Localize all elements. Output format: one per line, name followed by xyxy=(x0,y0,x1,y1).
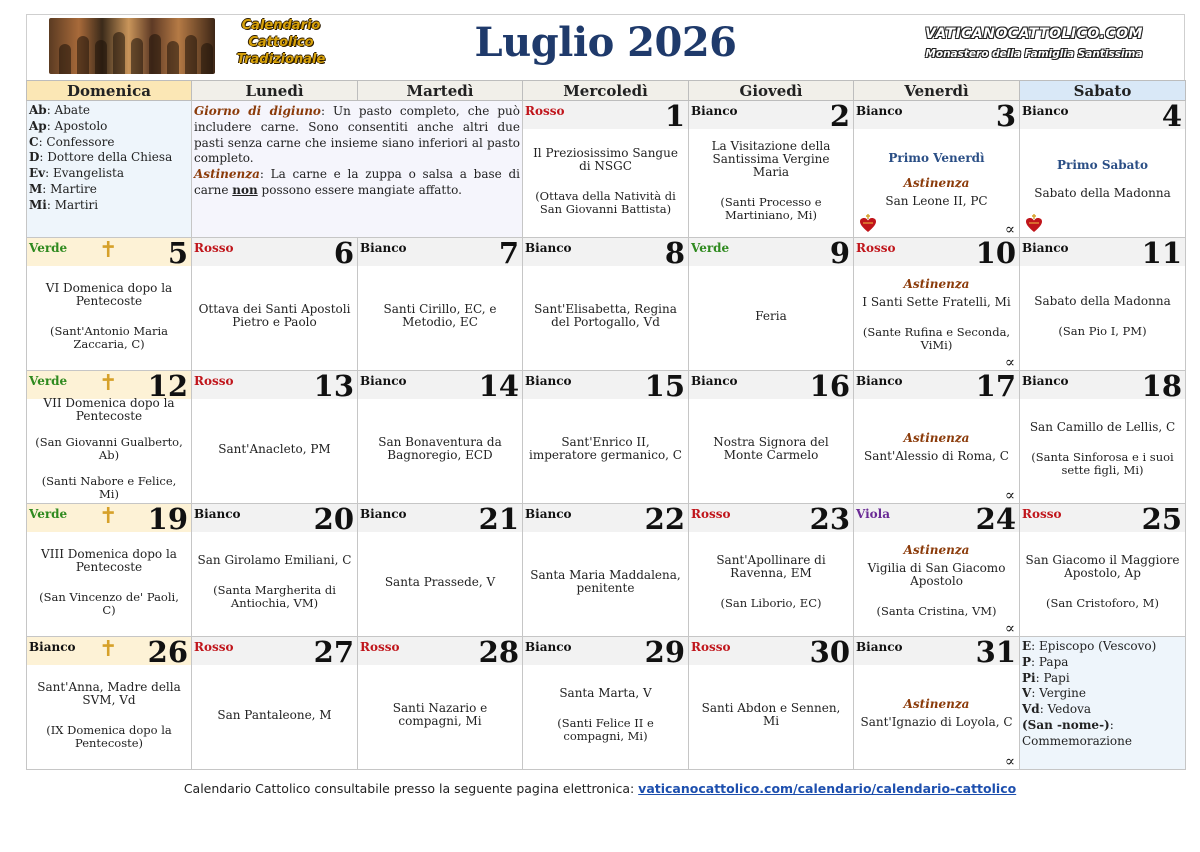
day-number: 12 xyxy=(147,369,188,403)
commemoration: (Santi Nabore e Felice, Mi) xyxy=(41,474,177,501)
calendar-grid xyxy=(26,80,1186,770)
day-cell xyxy=(1020,238,1186,371)
liturgical-color: Rosso xyxy=(194,241,234,255)
liturgical-color: Rosso xyxy=(691,507,731,521)
liturgical-color: Rosso xyxy=(1022,507,1062,521)
day-number: 6 xyxy=(333,236,354,270)
liturgical-color: Bianco xyxy=(525,507,572,521)
commemoration: (Santi Processo e Martiniano, Mi) xyxy=(720,195,822,222)
day-cell xyxy=(689,238,854,371)
liturgical-color: Bianco xyxy=(1022,104,1069,118)
day-number: 5 xyxy=(167,236,188,270)
day-cell xyxy=(689,371,854,504)
commemoration: (San Giovanni Gualberto, Ab) xyxy=(35,435,183,462)
feast-title: Il Preziosissimo Sangue di NSGC xyxy=(533,145,678,173)
day-number: 2 xyxy=(829,99,850,133)
weekday-header: Martedì xyxy=(358,81,523,101)
feast-title: Santa Marta, V xyxy=(559,686,652,700)
day-cell xyxy=(689,101,854,238)
liturgical-color: Verde xyxy=(29,507,68,521)
day-number: 11 xyxy=(1141,236,1182,270)
feast-title: Santa Prassede, V xyxy=(384,574,496,589)
day-cell xyxy=(523,637,689,770)
day-number: 9 xyxy=(829,236,850,270)
day-cell xyxy=(523,371,689,504)
day-cell xyxy=(1020,371,1186,504)
ichthys-fish-icon: ∝ xyxy=(1004,353,1015,371)
day-cell xyxy=(358,637,523,770)
liturgical-color: Verde xyxy=(29,374,68,388)
feast-title: Sant'Enrico II, imperatore germanico, C xyxy=(529,435,682,462)
commemoration: (San Pio I, PM) xyxy=(1058,323,1147,338)
commemoration: (San Vincenzo de' Paoli, C) xyxy=(39,589,179,617)
commemoration: (Ottava della Natività di San Giovanni Battista) xyxy=(535,188,676,216)
calendar-link[interactable]: vaticanocattolico.com/calendario/calendario-cattolico xyxy=(638,781,1017,796)
day-cell xyxy=(192,238,358,371)
feast-title: VI Domenica dopo la Pentecoste xyxy=(45,280,173,308)
page-title: Luglio 2026 xyxy=(474,19,737,66)
liturgical-color: Rosso xyxy=(691,640,731,654)
abstinence-label: Astinenza xyxy=(903,431,970,445)
day-number: 29 xyxy=(644,635,685,669)
liturgical-color: Bianco xyxy=(360,374,407,388)
weekday-header: Giovedì xyxy=(689,81,854,101)
ichthys-fish-icon: ∝ xyxy=(1004,752,1015,770)
commemoration: (Santa Sinforosa e i suoi sette figli, Mi) xyxy=(1031,450,1174,477)
feast-title: Sant'Alessio di Roma, C xyxy=(864,449,1009,463)
site-name: VATICANOCATTOLICO.COM xyxy=(925,26,1143,42)
weekday-header: Sabato xyxy=(1020,81,1186,101)
latin-cross-icon: ✝ xyxy=(99,504,118,529)
day-cell xyxy=(358,504,523,637)
liturgical-color: Verde xyxy=(691,241,730,255)
feast-title: La Visitazione della Santissima Vergine Maria xyxy=(711,139,831,179)
feast-title: Sant'Anacleto, PM xyxy=(218,441,331,456)
day-cell xyxy=(854,637,1020,770)
feast-title: San Pantaleone, M xyxy=(217,707,332,722)
commemoration: (San Cristoforo, M) xyxy=(1046,596,1159,610)
liturgical-color: Bianco xyxy=(1022,241,1069,255)
day-cell xyxy=(854,238,1020,371)
feast-title: VIII Domenica dopo la Pentecoste xyxy=(41,546,177,574)
feast-title: Sabato della Madonna xyxy=(1034,186,1171,200)
day-cell xyxy=(358,238,523,371)
weekday-header: Lunedì xyxy=(192,81,358,101)
day-number: 1 xyxy=(664,99,685,133)
feast-title: Sabato della Madonna xyxy=(1034,293,1171,308)
weekday-header: Venerdì xyxy=(854,81,1020,101)
day-number: 31 xyxy=(975,635,1016,669)
day-number: 27 xyxy=(313,635,354,669)
liturgical-color: Bianco xyxy=(525,241,572,255)
feast-title: Sant'Elisabetta, Regina del Portogallo, Vd xyxy=(534,302,677,329)
day-number: 8 xyxy=(664,236,685,270)
abstinence-label: Astinenza xyxy=(903,175,970,190)
weekday-header: Mercoledì xyxy=(523,81,689,101)
day-cell xyxy=(27,504,192,637)
day-cell xyxy=(523,504,689,637)
feast-title: Sant'Ignazio di Loyola, C xyxy=(860,715,1013,729)
latin-cross-icon: ✝ xyxy=(99,238,118,263)
feast-title: Sant'Apollinare di Ravenna, EM xyxy=(716,553,826,580)
commemoration: (Santa Margherita di Antiochia, VM) xyxy=(213,583,336,610)
day-cell xyxy=(1020,101,1186,238)
feast-title: Santi Nazario e compagni, Mi xyxy=(392,701,488,728)
day-number: 25 xyxy=(1141,502,1182,536)
liturgical-color: Bianco xyxy=(29,640,76,654)
liturgical-color: Bianco xyxy=(525,640,572,654)
feast-title: San Bonaventura da Bagnoregio, ECD xyxy=(378,435,502,462)
day-number: 22 xyxy=(644,502,685,536)
feast-title: San Leone II, PC xyxy=(885,193,988,208)
day-number: 17 xyxy=(975,369,1016,403)
day-number: 10 xyxy=(975,236,1016,270)
site-subtitle: Monastero della Famiglia Santissima xyxy=(925,48,1143,60)
latin-cross-icon: ✝ xyxy=(99,637,118,662)
day-cell xyxy=(192,504,358,637)
day-cell xyxy=(854,101,1020,238)
feast-title: San Camillo de Lellis, C xyxy=(1029,420,1176,434)
liturgical-color: Rosso xyxy=(194,640,234,654)
liturgical-color: Bianco xyxy=(194,507,241,521)
abstinence-label: Astinenza xyxy=(903,697,970,711)
liturgical-color: Rosso xyxy=(856,241,896,255)
day-cell xyxy=(358,371,523,504)
feast-title: San Girolamo Emiliani, C xyxy=(197,553,352,567)
liturgical-color: Rosso xyxy=(525,104,565,118)
liturgical-color: Rosso xyxy=(360,640,400,654)
liturgical-color: Bianco xyxy=(856,104,903,118)
day-cell xyxy=(854,371,1020,504)
day-number: 15 xyxy=(644,369,685,403)
abstinence-label: Astinenza xyxy=(903,542,970,557)
feast-title: VII Domenica dopo la Pentecoste xyxy=(43,396,175,423)
day-cell xyxy=(854,504,1020,637)
day-number: 3 xyxy=(995,99,1016,133)
liturgical-color: Bianco xyxy=(360,507,407,521)
day-cell xyxy=(192,637,358,770)
day-number: 16 xyxy=(809,369,850,403)
liturgical-color: Bianco xyxy=(360,241,407,255)
feast-title: Santi Cirillo, EC, e Metodio, EC xyxy=(383,302,497,329)
liturgical-color: Viola xyxy=(856,507,890,521)
sacred-heart-icon xyxy=(1025,213,1043,233)
day-cell xyxy=(523,101,689,238)
abbreviation-legend-bottom: E: Episcopo (Vescovo) P: Papa Pi: Papi V: Vergine Vd: Vedova (San -nome-): Commemorazione xyxy=(1020,637,1186,770)
day-cell xyxy=(689,504,854,637)
ichthys-fish-icon: ∝ xyxy=(1004,619,1015,637)
feast-title: Nostra Signora del Monte Carmelo xyxy=(713,435,829,462)
commemoration: (IX Domenica dopo la Pentecoste) xyxy=(46,722,172,750)
footer-text: Calendario Cattolico consultabile presso la seguente pagina elettronica: xyxy=(183,781,639,796)
day-cell xyxy=(27,238,192,371)
day-number: 7 xyxy=(498,236,519,270)
feast-title: I Santi Sette Fratelli, Mi xyxy=(862,294,1011,309)
calendar-logo: Calendario Cattolico Tradizionale xyxy=(236,18,326,67)
commemoration: (Santi Felice II e compagni, Mi) xyxy=(557,716,654,743)
commemoration: (San Liborio, EC) xyxy=(720,596,822,610)
liturgical-color: Rosso xyxy=(194,374,234,388)
commemoration: (Sant'Antonio Maria Zaccaria, C) xyxy=(50,323,168,351)
liturgical-color: Bianco xyxy=(1022,374,1069,388)
day-number: 13 xyxy=(313,369,354,403)
feast-title: Feria xyxy=(755,308,787,323)
liturgical-color: Verde xyxy=(29,241,68,255)
weekday-header: Domenica xyxy=(27,81,192,101)
liturgical-color: Bianco xyxy=(691,374,738,388)
day-cell xyxy=(689,637,854,770)
day-number: 23 xyxy=(809,502,850,536)
day-number: 18 xyxy=(1141,369,1182,403)
abstinence-label: Astinenza xyxy=(903,276,970,291)
day-number: 19 xyxy=(147,502,188,536)
commemoration: (Sante Rufina e Seconda, ViMi) xyxy=(862,324,1011,352)
abbreviation-legend: Ab: Abate Ap: Apostolo C: Confessore D: Dottore della Chiesa Ev: Evangelista M: Martire Mi: Martiri xyxy=(27,101,192,238)
day-number: 20 xyxy=(313,502,354,536)
liturgical-color: Bianco xyxy=(856,640,903,654)
sacred-heart-icon xyxy=(859,213,877,233)
day-cell xyxy=(27,371,192,504)
day-number: 28 xyxy=(478,635,519,669)
day-number: 24 xyxy=(975,502,1016,536)
day-number: 21 xyxy=(478,502,519,536)
day-cell xyxy=(27,637,192,770)
day-cell xyxy=(523,238,689,371)
liturgical-color: Bianco xyxy=(856,374,903,388)
day-number: 26 xyxy=(147,635,188,669)
feast-title: Santa Maria Maddalena, penitente xyxy=(530,568,681,595)
day-number: 30 xyxy=(809,635,850,669)
first-saturday-label: Primo Sabato xyxy=(1057,158,1148,172)
feast-title: Sant'Anna, Madre della SVM, Vd xyxy=(37,679,181,707)
feast-title: San Giacomo il Maggiore Apostolo, Ap xyxy=(1025,553,1180,580)
calendar-header xyxy=(26,14,1185,80)
ichthys-fish-icon: ∝ xyxy=(1004,486,1015,504)
latin-cross-icon: ✝ xyxy=(99,371,118,396)
day-cell xyxy=(1020,504,1186,637)
liturgical-color: Bianco xyxy=(525,374,572,388)
feast-title: Vigilia di San Giacomo Apostolo xyxy=(867,560,1006,588)
day-number: 4 xyxy=(1161,99,1182,133)
first-friday-label: Primo Venerdì xyxy=(888,150,985,165)
page-footer xyxy=(0,781,1200,796)
commemoration: (Santa Cristina, VM) xyxy=(876,603,997,618)
day-number: 14 xyxy=(478,369,519,403)
feast-title: Ottava dei Santi Apostoli Pietro e Paolo xyxy=(198,302,351,329)
fasting-note: Giorno di digiuno: Un pasto completo, che può includere carne. Sono consentiti anche altri due pasti senza carne che insieme siano inferiori al pasto completo. Astinenza: La carne e la zuppa o salsa a base di carne non possono essere mangiate affatto. xyxy=(192,101,523,238)
day-cell xyxy=(192,371,358,504)
liturgical-color: Bianco xyxy=(691,104,738,118)
feast-title: Santi Abdon e Sennen, Mi xyxy=(701,701,841,728)
ichthys-fish-icon: ∝ xyxy=(1004,220,1015,238)
